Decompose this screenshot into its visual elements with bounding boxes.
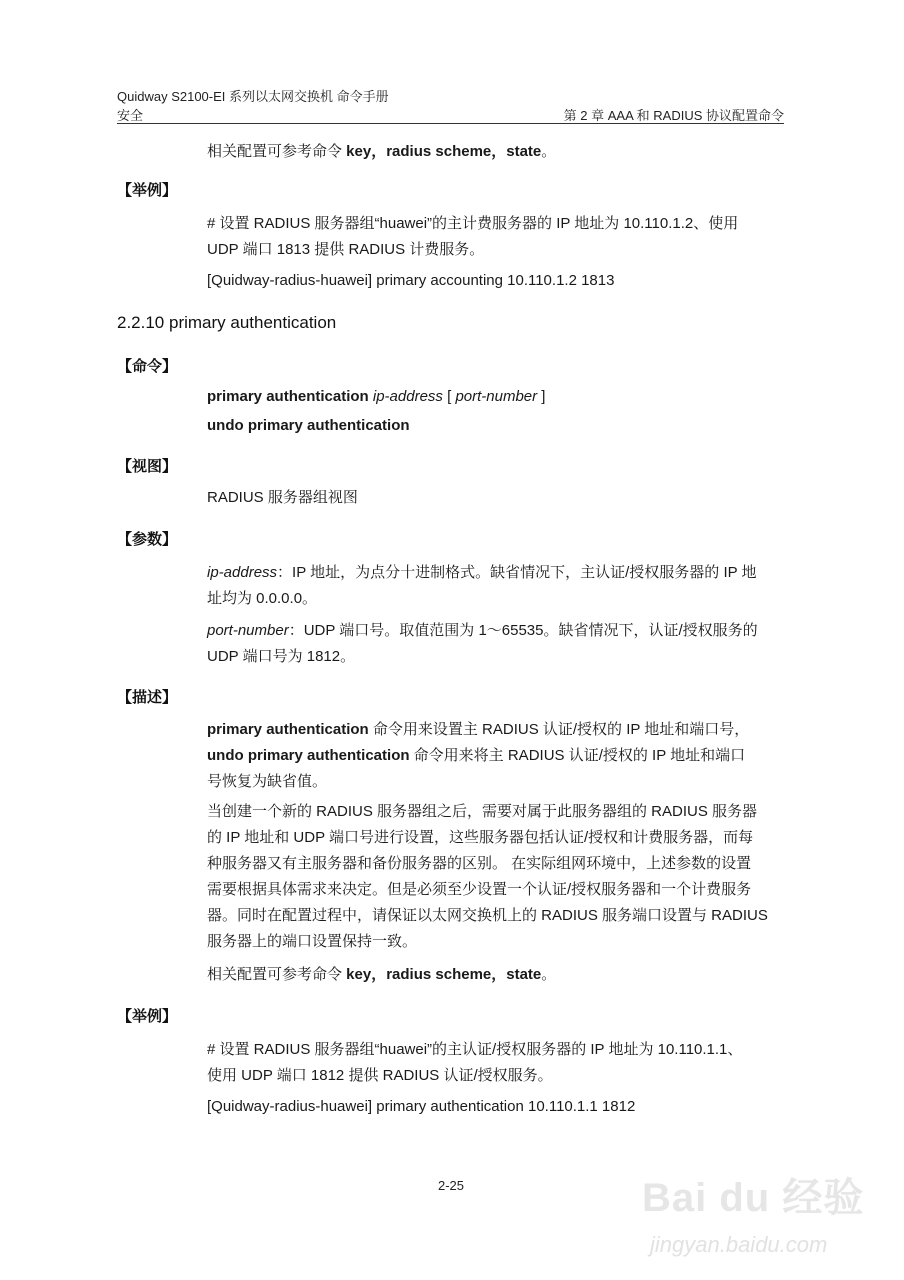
view-label: 【视图】 [117,458,178,475]
watermark [640,1148,890,1268]
example-description-top: # 设置 RADIUS 服务器组“huawei”的主计费服务器的 IP 地址为 10.110.1.2、使用 UDP 端口 1813 提供 RADIUS 计费服务。 [207,215,739,258]
header-chapter: 第 2 章 AAA 和 RADIUS 协议配置命令 [563,108,784,123]
example-label: 【举例】 [117,1008,178,1025]
header-divider [117,123,784,124]
param-port-number: port-number：UDP 端口号。取值范围为 1～65535。缺省情况下，认证/授权服务的 UDP 端口号为 1812。 [207,622,758,665]
example-description: # 设置 RADIUS 服务器组“huawei”的主认证/授权服务器的 IP 地址为 10.110.1.1、 使用 UDP 端口 1812 提供 RADIUS 认证/授权服务。 [207,1041,743,1084]
example-command: [Quidway-radius-huawei] primary authentication 10.110.1.1 1812 [207,1098,636,1115]
example-command-top: [Quidway-radius-huawei] primary accounting 10.110.1.2 1813 [207,272,615,289]
view-text: RADIUS 服务器组视图 [207,489,358,506]
header-subtitle: 安全 [117,108,144,123]
params-label: 【参数】 [117,531,178,548]
command-label: 【命令】 [117,358,178,375]
watermark-url: jingyan.baidu.com [650,1232,828,1257]
description-paragraph-2: 当创建一个新的 RADIUS 服务器组之后，需要对属于此服务器组的 RADIUS 服务器 的 IP 地址和 UDP 端口号进行设置，这些服务器包括认证/授权和计费服务器，而每 种服务器又有主服务器和备份服务器的区别。 在实际组网环境中，上述参数的设置 需要根据具体需求来决定。但是必须至少设置一个认证/授权服务器和一个计费服务 器。同时在配置过程中，请保证以太网交换机上的 RADIUS 服务端口设置与 RADIUS 服务器上的端口设置保持一致。 [207,803,768,950]
description-label: 【描述】 [117,689,178,706]
page-number: 2-25 [438,1178,465,1193]
related-config: 相关配置可参考命令 key，radius scheme，state。 [207,966,557,983]
watermark-logo: Bai du 经验 [642,1176,865,1220]
undo-command-syntax: undo primary authentication [207,417,410,434]
command-syntax: primary authentication ip-address [ port-number ] [207,388,546,405]
param-ip-address: ip-address：IP 地址，为点分十进制格式。缺省情况下，主认证/授权服务器的 IP 地 址均为 0.0.0.0。 [207,564,757,607]
example-label-top: 【举例】 [117,182,178,199]
description-paragraph-1: primary authentication 命令用来设置主 RADIUS 认证/授权的 IP 地址和端口号， undo primary authentication 命令用来将主 RADIUS 认证/授权的 IP 地址和端口 号恢复为缺省值。 [207,721,750,790]
header-title: Quidway S2100-EI 系列以太网交换机 命令手册 [117,89,389,104]
related-config-top: 相关配置可参考命令 key，radius scheme，state。 [207,143,557,160]
section-heading: 2.2.10 primary authentication [117,313,337,332]
